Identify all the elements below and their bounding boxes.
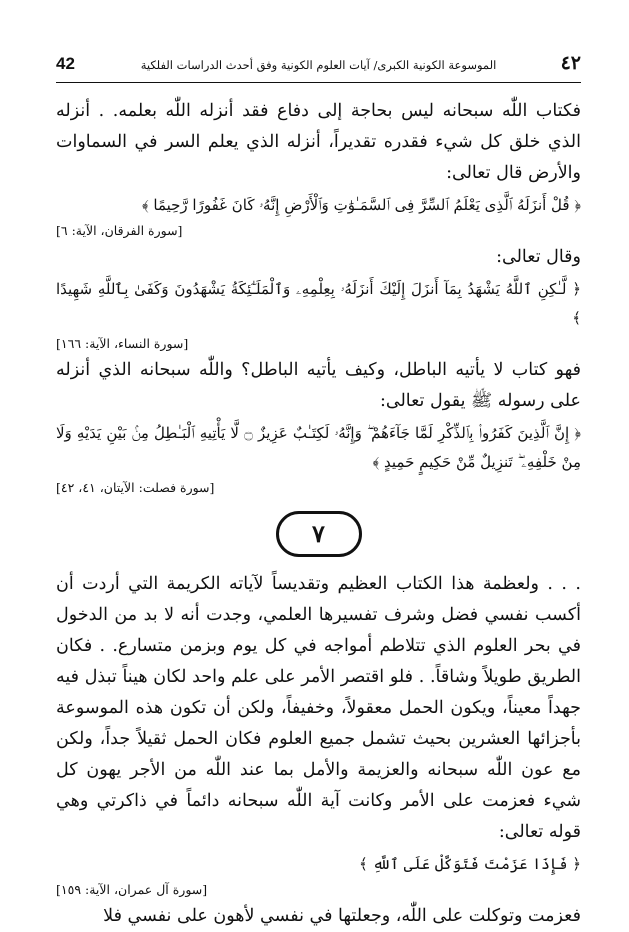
paragraph: . . . ولعظمة هذا الكتاب العظيم وتقديساً لآياته الكريمة التي أردت أن أكسب نفسي فضل وشرف تفسيرها العلمي، وجدت أنه لا بد من الدخول في بحر العلوم الذي تتلاطم أمواجه في كل يوم وبزمن متسارع. . فكان الطريق طويلاً وشاقاً. . فلو اقتصر الأمر على علم واحد لكان هيناً تبذل فيه جهداً معيناً، ويكون الحمل معقولاً، وخفيفاً، ولكن أن تكون هذه الموسوعة بأجزائها العشرين بحيث تشمل جميع العلوم فكان الحمل ثقيلاً جداً، ولكن مع عون اللّٰه سبحانه والعزيمة والأمل بما عند اللّٰه من الأجر يهون كل شيء فعزمت على الأمر وكانت آية اللّٰه سبحانه دائماً في ذاكرتي وهي قوله تعالى: <box>56 574 581 842</box>
paragraph: فهو كتاب لا يأتيه الباطل، وكيف يأتيه الباطل؟ واللّٰه سبحانه الذي أنزله على رسوله ﷺ يقول تعالى: <box>56 360 581 411</box>
verse-citation: [سورة فصلت: الآيتان، ٤١، ٤٢] <box>56 480 215 495</box>
running-title: الموسوعة الكونية الكبرى/ آيات العلوم الكونية وفق أحدث الدراسات الفلكية <box>140 58 497 72</box>
page-header <box>56 54 581 78</box>
page-number-arabic: ٤٢ <box>560 52 581 74</box>
quran-verse: ﴿ فَإِذَا عَزَمْتَ فَتَوَكَّلْ عَلَى ٱللَّهِ ﴾ <box>359 855 581 873</box>
quran-verse: ﴿ إِنَّ ٱلَّذِينَ كَفَرُوا۟ بِٱلذِّكْرِ لَمَّا جَآءَهُمْ ۖ وَإِنَّهُۥ لَكِتَـٰبٌ عَزِيزٌ ۝ لَّا يَأْتِيهِ ٱلْبَـٰطِلُ مِنۢ بَيْنِ يَدَيْهِ وَلَا مِنْ خَلْفِهِۦ ۖ تَنزِيلٌ مِّنْ حَكِيمٍ حَمِيدٍ ﴾ <box>56 424 581 471</box>
header-rule <box>56 82 581 83</box>
paragraph: فكتاب اللّٰه سبحانه ليس بحاجة إلى دفاع فقد أنزله اللّٰه بعلمه. . أنزله الذي خلق كل شيء فقدره تقديراً، أنزله الذي يعلم السر في السماوات والأرض قال تعالى: <box>56 101 581 183</box>
paragraph: وقال تعالى: <box>496 247 581 267</box>
paragraph: فعزمت وتوكلت على اللّٰه، وجعلتها في نفسي لأهون على نفسي فلا <box>103 906 581 926</box>
quran-verse: ﴿ قُلْ أَنزَلَهُ ٱلَّذِى يَعْلَمُ ٱلسِّرَّ فِى ٱلسَّمَـٰوَٰتِ وَٱلْأَرْضِ إِنَّهُۥ كَانَ غَفُورًا رَّحِيمًا ﴾ <box>141 196 581 214</box>
verse-citation: [سورة النساء، الآية: ١٦٦] <box>56 336 189 351</box>
section-number-badge: ٧ <box>276 511 362 557</box>
quran-verse: ﴿ لَّـٰكِنِ ٱللَّهُ يَشْهَدُ بِمَآ أَنزَلَ إِلَيْكَ أَنزَلَهُۥ بِعِلْمِهِۦ وَٱلْمَلَـٰٓئِكَةُ يَشْهَدُونَ وَكَفَىٰ بِٱللَّهِ شَهِيدًا ﴾ <box>56 280 581 327</box>
verse-citation: [سورة آل عمران، الآية: ١٥٩] <box>56 882 208 897</box>
page-number-latin: 42 <box>56 54 75 73</box>
verse-citation: [سورة الفرقان، الآية: ٦] <box>56 223 183 238</box>
body-text <box>56 96 581 932</box>
